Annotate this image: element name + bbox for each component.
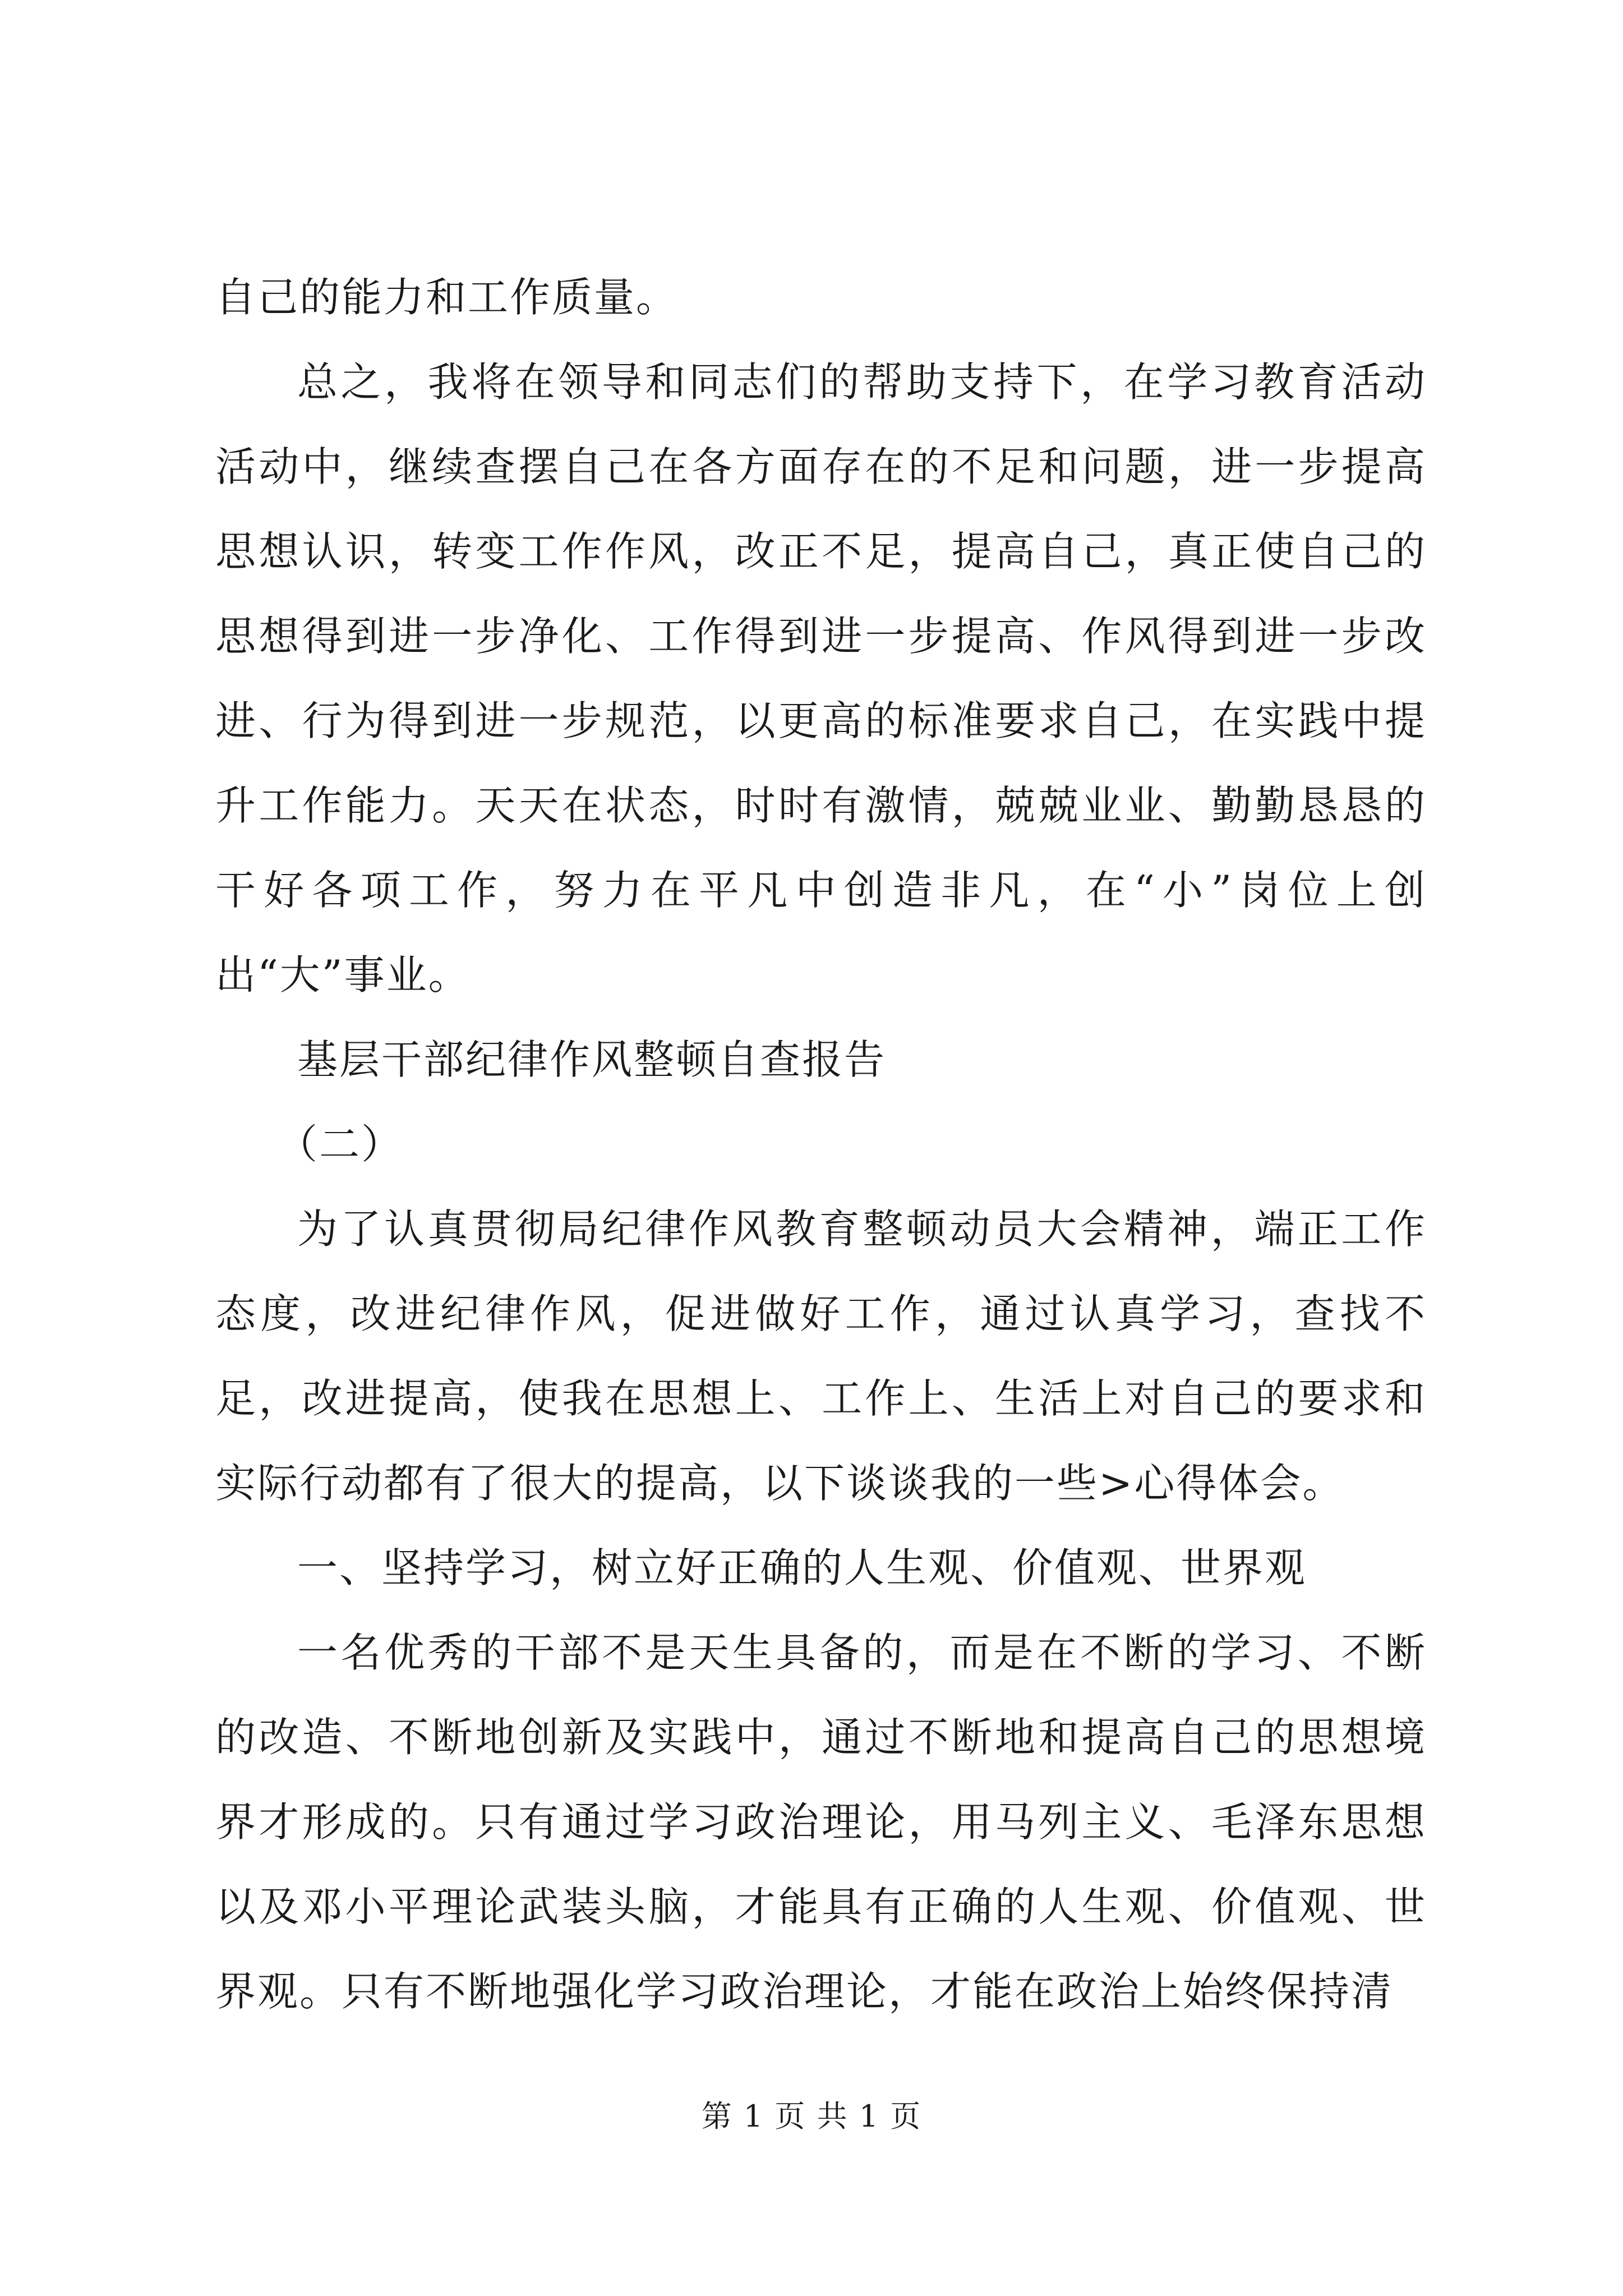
section-title: 基层干部纪律作风整顿自查报告 <box>297 1036 887 1083</box>
page-number-label: 第 1 页 共 1 页 <box>701 2099 922 2134</box>
document-body <box>215 255 1427 2034</box>
section-number <box>215 1102 1427 1187</box>
section-number-text: （二） <box>277 1121 404 1168</box>
paragraph-study: 一名优秀的干部不是天生具备的，而是在不断的学习、不断的改造、不断地创新及实践中，通过不断地和提高自己的思想境界才形成的。只有通过学习政治理论，用马列主义、毛泽东思想以及邓小平理论武装头脑，才能具有正确的人生观、价值观、世界观。只有不断地强化学习政治理论，才能在政治上始终保持清 <box>215 1629 1427 2015</box>
paragraph-intro: 为了认真贯彻局纪律作风教育整顿动员大会精神，端正工作态度，改进纪律作风，促进做好工作，通过认真学习，查找不足，改进提高，使我在思想上、工作上、生活上对自己的要求和实际行动都有了很大的提高，以下谈谈我的一些>心得体会。 <box>215 1205 1427 1507</box>
paragraph-summary: 总之，我将在领导和同志们的帮助支持下，在学习教育活动活动中，继续查摆自己在各方面存在的不足和问题，进一步提高思想认识，转变工作作风，改正不足，提高自己，真正使自己的思想得到进一步净化、工作得到进一步提高、作风得到进一步改进、行为得到进一步规范，以更高的标准要求自己，在实践中提升工作能力。天天在状态，时时有激情，兢兢业业、勤勤恳恳的干好各项工作，努力在平凡中创造非凡，在“小”岗位上创出“大”事业。 <box>215 358 1427 999</box>
heading-one: 一、坚持学习，树立好正确的人生观、价值观、世界观 <box>297 1544 1307 1591</box>
page-footer <box>0 2097 1623 2136</box>
paragraph-continuation: 自己的能力和工作质量。 <box>215 274 679 321</box>
